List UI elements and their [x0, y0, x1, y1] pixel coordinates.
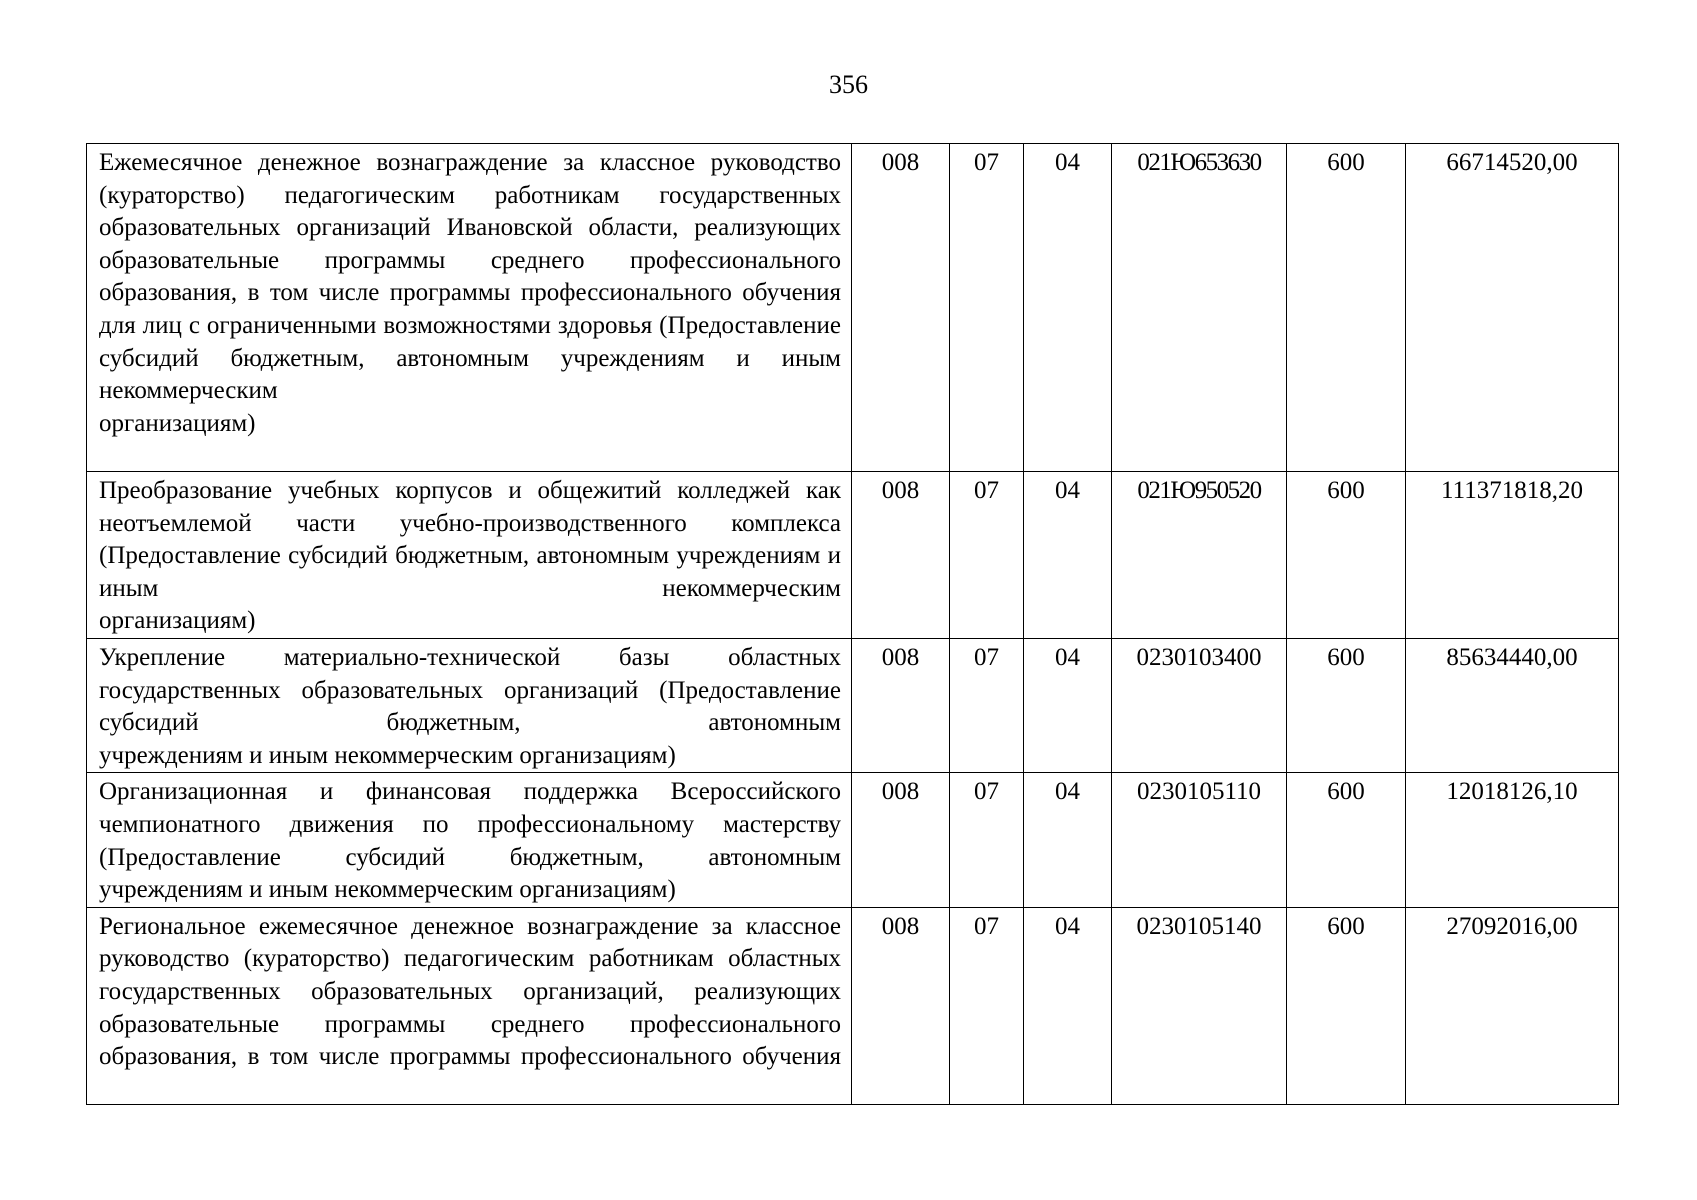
- row-description: [87, 907, 852, 1104]
- description-text: Региональное ежемесячное денежное вознаграждение за классное руководство (кураторство) педагогическим работникам областных государственных образовательных организаций, реализующих образовательные программы среднего профессионального образования, в том числе программы профессионального обучения: [99, 912, 841, 1071]
- subsection-code: 04: [1024, 773, 1112, 907]
- section-code: 07: [950, 144, 1024, 472]
- amount: 85634440,00: [1406, 638, 1619, 772]
- amount: 66714520,00: [1406, 144, 1619, 472]
- description-text: Организационная и финансовая поддержка Всероссийского чемпионатного движения по профессиональному мастерству (Предоставление субсидий бюджетным, автономным: [99, 778, 841, 871]
- amount: 12018126,10: [1406, 773, 1619, 907]
- target-article-code: 0230105110: [1112, 773, 1287, 907]
- expense-type-code: 600: [1287, 472, 1406, 639]
- description-text-end: учреждениям и иным некоммерческим организациям): [99, 876, 676, 904]
- ministry-code: 008: [852, 144, 950, 472]
- row-description: [87, 773, 852, 907]
- table-row: [87, 144, 1619, 472]
- target-article-code: 021Ю653630: [1112, 144, 1287, 472]
- description-text: Преобразование учебных корпусов и общежитий колледжей как неотъемлемой части учебно-производственного комплекса (Предоставление субсидий бюджетным, автономным учреждениям и иным некоммерческим: [99, 477, 841, 602]
- expense-type-code: 600: [1287, 144, 1406, 472]
- target-article-code: 0230103400: [1112, 638, 1287, 772]
- amount: 27092016,00: [1406, 907, 1619, 1104]
- description-text-end: организациям): [99, 409, 256, 437]
- row-description: [87, 638, 852, 772]
- target-article-code: 0230105140: [1112, 907, 1287, 1104]
- ministry-code: 008: [852, 472, 950, 639]
- description-text-end: организациям): [99, 607, 256, 635]
- description-text-end: учреждениям и иным некоммерческим организациям): [99, 741, 676, 769]
- subsection-code: 04: [1024, 638, 1112, 772]
- subsection-code: 04: [1024, 472, 1112, 639]
- ministry-code: 008: [852, 907, 950, 1104]
- table-row: [87, 638, 1619, 772]
- subsection-code: 04: [1024, 907, 1112, 1104]
- table-row: [87, 773, 1619, 907]
- ministry-code: 008: [852, 638, 950, 772]
- ministry-code: 008: [852, 773, 950, 907]
- table-row: [87, 472, 1619, 639]
- expense-type-code: 600: [1287, 773, 1406, 907]
- row-description: [87, 144, 852, 472]
- section-code: 07: [950, 638, 1024, 772]
- subsection-code: 04: [1024, 144, 1112, 472]
- row-description: [87, 472, 852, 639]
- description-text: Укрепление материально-технической базы областных государственных образовательных организаций (Предоставление субсидий бюджетным, автономным: [99, 643, 841, 737]
- section-code: 07: [950, 773, 1024, 907]
- description-text: Ежемесячное денежное вознаграждение за классное руководство (кураторство) педагогическим работникам государственных образовательных организаций Ивановской области, реализующих образовательные программы среднего профессионального образования, в том числе программы профессионального обучения для лиц с ограниченными возможностями здоровья (Предоставление субсидий бюджетным, автономным учреждениям и иным некоммерческим: [99, 149, 841, 405]
- amount: 111371818,20: [1406, 472, 1619, 639]
- target-article-code: 021Ю950520: [1112, 472, 1287, 639]
- section-code: 07: [950, 472, 1024, 639]
- expense-type-code: 600: [1287, 907, 1406, 1104]
- table-row: [87, 907, 1619, 1104]
- budget-table: [86, 143, 1619, 1105]
- expense-type-code: 600: [1287, 638, 1406, 772]
- section-code: 07: [950, 907, 1024, 1104]
- page-number: 356: [829, 70, 868, 99]
